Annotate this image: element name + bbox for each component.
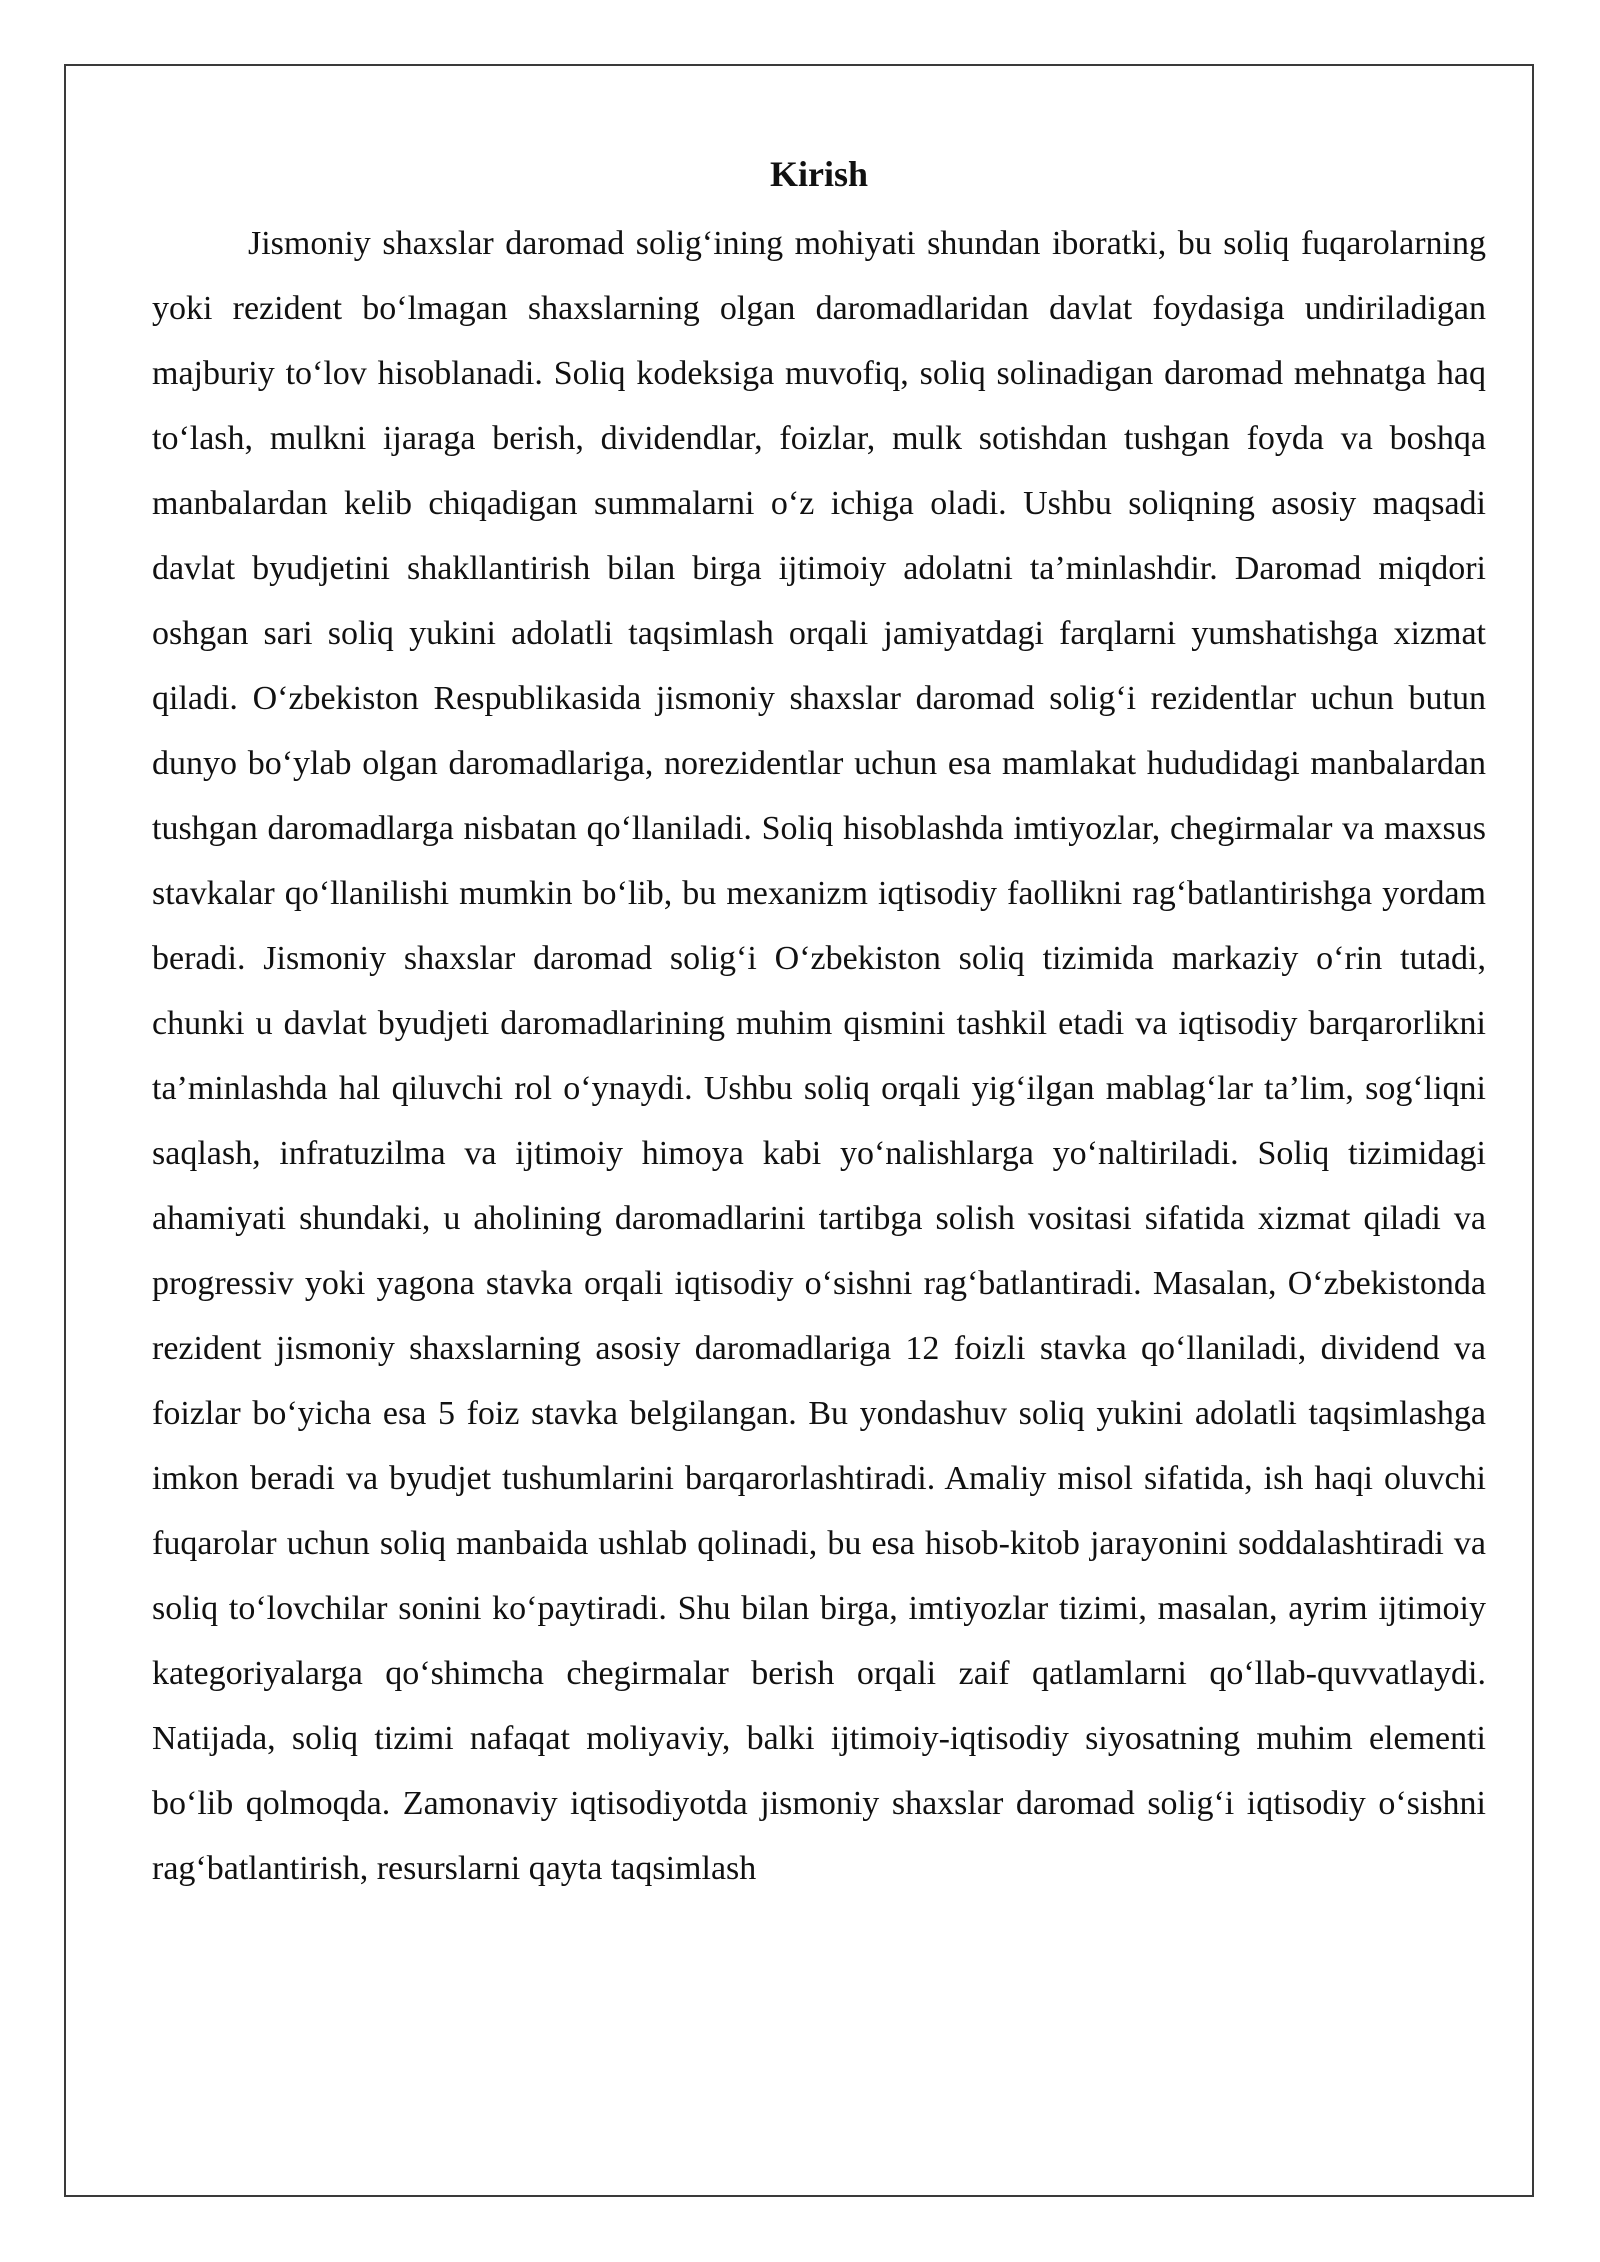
document-title: Kirish xyxy=(769,154,868,194)
document-content xyxy=(152,146,1486,1901)
body-paragraph: Jismoniy shaxslar daromad solig‘ining mohiyati shundan iboratki, bu soliq fuqarolarning yoki rezident bo‘lmagan shaxslarning olgan daromadlaridan davlat foydasiga undiriladigan majburiy to‘lov hisoblanadi. Soliq kodeksiga muvofiq, soliq solinadigan daromad mehnatga haq to‘lash, mulkni ijaraga berish, dividendlar, foizlar, mulk sotishdan tushgan foyda va boshqa manbalardan kelib chiqadigan summalarni o‘z ichiga oladi. Ushbu soliqning asosiy maqsadi davlat byudjetini shakllantirish bilan birga ijtimoiy adolatni ta’minlashdir. Daromad miqdori oshgan sari soliq yukini adolatli taqsimlash orqali jamiyatdagi farqlarni yumshatishga xizmat qiladi. O‘zbekiston Respublikasida jismoniy shaxslar daromad solig‘i rezidentlar uchun butun dunyo bo‘ylab olgan daromadlariga, norezidentlar uchun esa mamlakat hududidagi manbalardan tushgan daromadlarga nisbatan qo‘llaniladi. Soliq hisoblashda imtiyozlar, chegirmalar va maxsus stavkalar qo‘llanilishi mumkin bo‘lib, bu mexanizm iqtisodiy faollikni rag‘batlantirishga yordam beradi. Jismoniy shaxslar daromad solig‘i O‘zbekiston soliq tizimida markaziy o‘rin tutadi, chunki u davlat byudjeti daromadlarining muhim qismini tashkil etadi va iqtisodiy barqarorlikni ta’minlashda hal qiluvchi rol o‘ynaydi. Ushbu soliq orqali yig‘ilgan mablag‘lar ta’lim, sog‘liqni saqlash, infratuzilma va ijtimoiy himoya kabi yo‘nalishlarga yo‘naltiriladi. Soliq tizimidagi ahamiyati shundaki, u aholining daromadlarini tartibga solish vositasi sifatida xizmat qiladi va progressiv yoki yagona stavka orqali iqtisodiy o‘sishni rag‘batlantiradi. Masalan, O‘zbekistonda rezident jismoniy shaxslarning asosiy daromadlariga 12 foizli stavka qo‘llaniladi, dividend va foizlar bo‘yicha esa 5 foiz stavka belgilangan. Bu yondashuv soliq yukini adolatli taqsimlashga imkon beradi va byudjet tushumlarini barqarorlashtiradi. Amaliy misol sifatida, ish haqi oluvchi fuqarolar uchun soliq manbaida ushlab qolinadi, bu esa hisob-kitob jarayonini soddalashtiradi va soliq to‘lovchilar sonini ko‘paytiradi. Shu bilan birga, imtiyozlar tizimi, masalan, ayrim ijtimoiy kategoriyalarga qo‘shimcha chegirmalar berish orqali zaif qatlamlarni qo‘llab-quvvatlaydi. Natijada, soliq tizimi nafaqat moliyaviy, balki ijtimoiy-iqtisodiy siyosatning muhim elementi bo‘lib qolmoqda. Zamonaviy iqtisodiyotda jismoniy shaxslar daromad solig‘i iqtisodiy o‘sishni rag‘batlantirish, resurslarni qayta taqsimlash xyxy=(152,225,1486,1887)
